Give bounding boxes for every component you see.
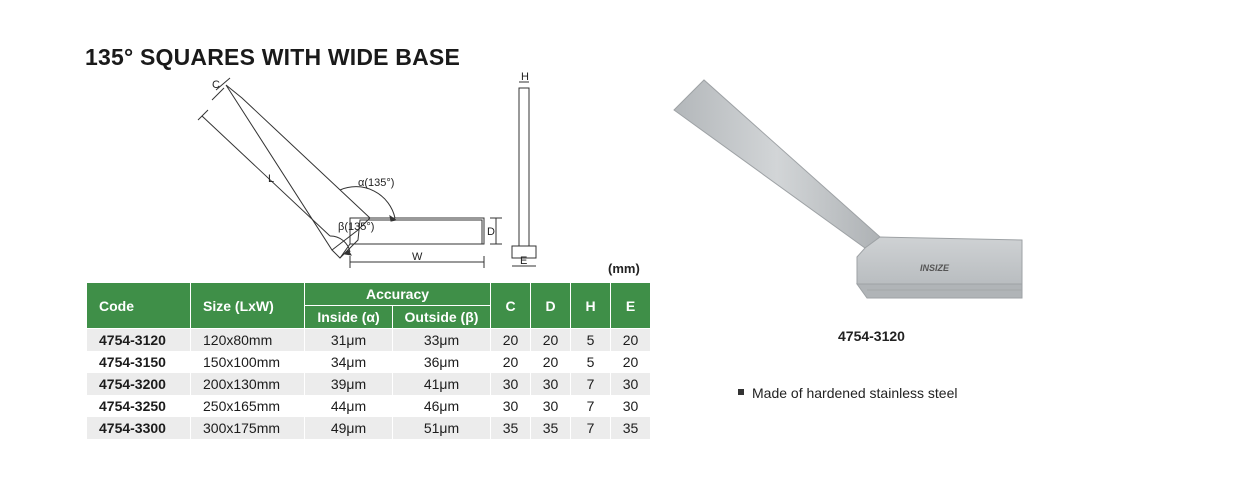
label-e: E [520,255,528,267]
table-row [87,373,651,395]
cell-size: 300x175mm [191,417,305,439]
table-row [87,351,651,373]
brand-logo: INSIZE [920,263,950,273]
cell-size: 200x130mm [191,373,305,395]
header-c: C [491,283,531,329]
product-base [857,237,1022,284]
cell-outside: 41μm [393,373,491,395]
cell-h: 7 [571,395,611,417]
cell-d: 30 [531,373,571,395]
cell-h: 5 [571,329,611,352]
page-title: 135° SQUARES WITH WIDE BASE [85,44,460,70]
table-row [87,417,651,439]
dimension-diagram [190,70,560,270]
label-w: W [412,251,423,263]
spec-table [86,282,651,439]
cell-inside: 49μm [305,417,393,439]
cell-d: 20 [531,329,571,352]
cell-size: 150x100mm [191,351,305,373]
header-accuracy: Accuracy [305,283,491,306]
header-d: D [531,283,571,329]
cell-c: 20 [491,351,531,373]
cell-c: 35 [491,417,531,439]
label-alpha: α(135°) [358,177,395,189]
label-l: L [268,173,275,185]
cell-d: 20 [531,351,571,373]
header-size: Size (LxW) [191,283,305,329]
cell-code: 4754-3200 [87,373,191,395]
side-view-blade [519,88,529,246]
cell-e: 35 [611,417,651,439]
unit-label: (mm) [608,261,640,276]
cell-e: 20 [611,351,651,373]
cell-code: 4754-3150 [87,351,191,373]
cell-outside: 33μm [393,329,491,352]
cell-inside: 31μm [305,329,393,352]
cell-code: 4754-3120 [87,329,191,352]
cell-e: 30 [611,373,651,395]
label-c: C [212,79,220,91]
header-e: E [611,283,651,329]
product-image [670,72,1040,307]
cell-size: 120x80mm [191,329,305,352]
cell-size: 250x165mm [191,395,305,417]
cell-code: 4754-3250 [87,395,191,417]
bullet-icon [738,389,744,395]
feature-text: Made of hardened stainless steel [752,385,958,401]
cell-c: 30 [491,395,531,417]
cell-e: 20 [611,329,651,352]
cell-inside: 39μm [305,373,393,395]
table-row [87,395,651,417]
cell-c: 30 [491,373,531,395]
cell-inside: 34μm [305,351,393,373]
header-outside: Outside (β) [393,306,491,329]
cell-d: 30 [531,395,571,417]
label-d: D [487,226,495,238]
feature-item [738,385,957,401]
header-h: H [571,283,611,329]
cell-inside: 44μm [305,395,393,417]
table-row [87,329,651,352]
label-beta: β(135°) [338,221,375,233]
cell-outside: 46μm [393,395,491,417]
cell-outside: 36μm [393,351,491,373]
cell-h: 7 [571,373,611,395]
label-h: H [521,71,529,83]
cell-h: 7 [571,417,611,439]
cell-code: 4754-3300 [87,417,191,439]
header-code: Code [87,283,191,329]
cell-outside: 51μm [393,417,491,439]
product-blade [674,80,880,248]
product-caption: 4754-3120 [838,328,905,344]
cell-d: 35 [531,417,571,439]
cell-e: 30 [611,395,651,417]
cell-c: 20 [491,329,531,352]
header-inside: Inside (α) [305,306,393,329]
cell-h: 5 [571,351,611,373]
